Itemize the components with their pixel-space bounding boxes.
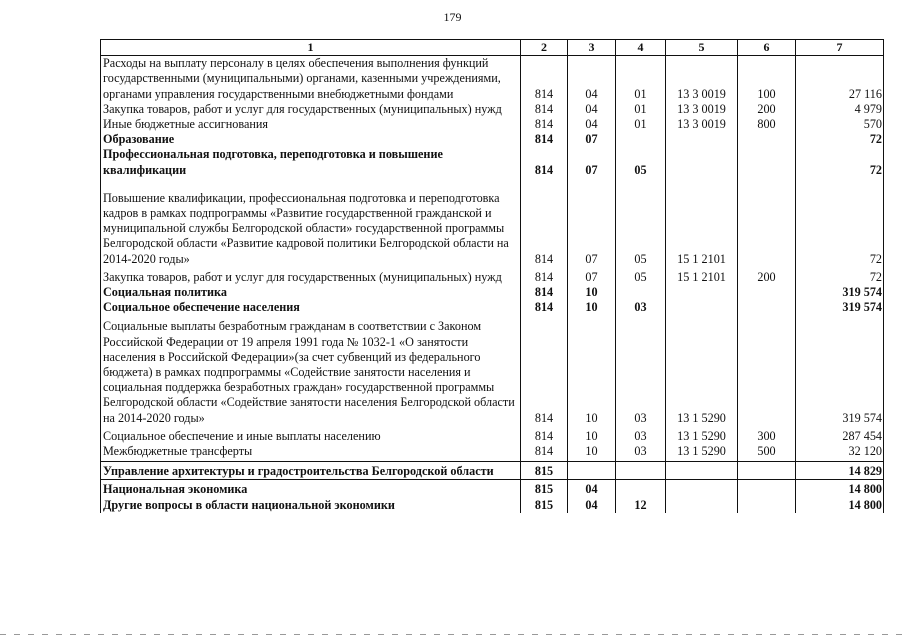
row-c7: 27 116 <box>796 56 884 102</box>
row-c2: 814 <box>521 285 568 300</box>
row-c4: 05 <box>616 267 666 285</box>
row-name: Социальные выплаты безработным гражданам в соответствии с Законом Российской Федерации от 19 апреля 1991 года № 1032-1 «О занятости населения в Российской Федерации»(за счет субвенций из федерального бюджета) в рамках подпрограммы «Содействие занятости населения и социальная поддержка безработных граждан» государственной программы Белгородской области «Содействие занятости населения Белгородской области на 2014-2020 годы» <box>101 315 521 425</box>
row-c3: 10 <box>568 315 616 425</box>
row-c3: 10 <box>568 444 616 462</box>
page-number: 179 <box>443 10 462 24</box>
row-c6 <box>738 480 796 498</box>
row-c2: 814 <box>521 102 568 117</box>
header-col-5: 5 <box>666 40 738 56</box>
table-row <box>101 315 884 425</box>
table-row <box>101 444 884 462</box>
row-c2: 814 <box>521 426 568 444</box>
row-c6: 100 <box>738 56 796 102</box>
table-row <box>101 426 884 444</box>
table-row <box>101 147 884 180</box>
row-name: Управление архитектуры и градостроительства Белгородской области <box>101 462 521 480</box>
row-c4 <box>616 285 666 300</box>
row-c6 <box>738 285 796 300</box>
row-c2: 814 <box>521 267 568 285</box>
row-c6: 200 <box>738 102 796 117</box>
row-c6 <box>738 300 796 315</box>
header-col-4: 4 <box>616 40 666 56</box>
row-c2: 815 <box>521 498 568 513</box>
row-name: Повышение квалификации, профессиональная подготовка и переподготовка кадров в рамках подпрограммы «Развитие государственной гражданской и муниципальной службы Белгородской области» государственной программы Белгородской области «Развитие кадровой политики Белгородской области на 2014-2020 годы» <box>101 181 521 267</box>
row-name: Социальное обеспечение населения <box>101 300 521 315</box>
row-c6: 200 <box>738 267 796 285</box>
row-c3: 10 <box>568 300 616 315</box>
table-row <box>101 285 884 300</box>
row-c3: 10 <box>568 426 616 444</box>
row-c3: 04 <box>568 56 616 102</box>
row-c7: 32 120 <box>796 444 884 462</box>
row-c7: 72 <box>796 147 884 180</box>
row-c5: 13 3 0019 <box>666 56 738 102</box>
row-c6 <box>738 147 796 180</box>
budget-table <box>100 39 884 513</box>
row-c5 <box>666 147 738 180</box>
row-c3: 10 <box>568 285 616 300</box>
row-c7: 14 800 <box>796 498 884 513</box>
row-c5 <box>666 132 738 147</box>
row-c4 <box>616 480 666 498</box>
row-c2: 814 <box>521 117 568 132</box>
row-c7: 319 574 <box>796 300 884 315</box>
row-c3: 04 <box>568 102 616 117</box>
row-name: Закупка товаров, работ и услуг для государственных (муниципальных) нужд <box>101 102 521 117</box>
row-c5 <box>666 480 738 498</box>
table-row <box>101 300 884 315</box>
row-c4: 01 <box>616 117 666 132</box>
row-c5 <box>666 462 738 480</box>
row-c5: 15 1 2101 <box>666 181 738 267</box>
row-name: Межбюджетные трансферты <box>101 444 521 462</box>
row-c5 <box>666 498 738 513</box>
row-c7: 319 574 <box>796 315 884 425</box>
row-c4: 05 <box>616 181 666 267</box>
row-c6: 300 <box>738 426 796 444</box>
row-c2: 815 <box>521 462 568 480</box>
table-row <box>101 462 884 480</box>
row-c5: 15 1 2101 <box>666 267 738 285</box>
row-name: Национальная экономика <box>101 480 521 498</box>
table-row <box>101 117 884 132</box>
row-c2: 815 <box>521 480 568 498</box>
row-c4: 03 <box>616 444 666 462</box>
row-c6 <box>738 498 796 513</box>
row-c2: 814 <box>521 181 568 267</box>
header-col-6: 6 <box>738 40 796 56</box>
row-c4: 03 <box>616 300 666 315</box>
header-col-7: 7 <box>796 40 884 56</box>
row-c7: 72 <box>796 132 884 147</box>
row-c6: 800 <box>738 117 796 132</box>
row-c6: 500 <box>738 444 796 462</box>
row-c2: 814 <box>521 315 568 425</box>
scan-edge-divider <box>0 634 905 635</box>
row-c7: 14 800 <box>796 480 884 498</box>
row-c3: 04 <box>568 117 616 132</box>
row-c4 <box>616 462 666 480</box>
row-c7: 319 574 <box>796 285 884 300</box>
row-c5: 13 3 0019 <box>666 102 738 117</box>
row-c5 <box>666 300 738 315</box>
row-c3: 04 <box>568 480 616 498</box>
row-c4: 12 <box>616 498 666 513</box>
table-row <box>101 102 884 117</box>
table-row <box>101 480 884 498</box>
row-name: Закупка товаров, работ и услуг для государственных (муниципальных) нужд <box>101 267 521 285</box>
row-c5: 13 1 5290 <box>666 315 738 425</box>
row-name: Социальная политика <box>101 285 521 300</box>
row-c6 <box>738 132 796 147</box>
table-row <box>101 498 884 513</box>
row-name: Социальное обеспечение и иные выплаты населению <box>101 426 521 444</box>
row-c7: 287 454 <box>796 426 884 444</box>
row-c5: 13 1 5290 <box>666 444 738 462</box>
header-col-2: 2 <box>521 40 568 56</box>
row-c7: 4 979 <box>796 102 884 117</box>
row-c3 <box>568 462 616 480</box>
header-row <box>101 40 884 56</box>
row-c6 <box>738 462 796 480</box>
row-c4: 03 <box>616 315 666 425</box>
row-name: Образование <box>101 132 521 147</box>
table-row <box>101 181 884 267</box>
row-c5: 13 1 5290 <box>666 426 738 444</box>
row-c7: 72 <box>796 267 884 285</box>
row-name: Профессиональная подготовка, переподготовка и повышение квалификации <box>101 147 521 180</box>
row-c7: 570 <box>796 117 884 132</box>
row-name: Другие вопросы в области национальной экономики <box>101 498 521 513</box>
row-name: Иные бюджетные ассигнования <box>101 117 521 132</box>
table-row <box>101 267 884 285</box>
row-c3: 07 <box>568 132 616 147</box>
row-c4 <box>616 132 666 147</box>
row-c2: 814 <box>521 444 568 462</box>
row-name: Расходы на выплату персоналу в целях обеспечения выполнения функций государственными (муниципальными) органами, казенными учреждениями, органами управления государственными внебюджетными фондами <box>101 56 521 102</box>
row-c6 <box>738 315 796 425</box>
row-c3: 07 <box>568 181 616 267</box>
row-c2: 814 <box>521 300 568 315</box>
row-c6 <box>738 181 796 267</box>
row-c4: 01 <box>616 56 666 102</box>
table-row <box>101 56 884 102</box>
header-col-1: 1 <box>101 40 521 56</box>
row-c3: 04 <box>568 498 616 513</box>
row-c2: 814 <box>521 147 568 180</box>
row-c7: 72 <box>796 181 884 267</box>
row-c4: 05 <box>616 147 666 180</box>
row-c5: 13 3 0019 <box>666 117 738 132</box>
row-c4: 01 <box>616 102 666 117</box>
row-c2: 814 <box>521 132 568 147</box>
row-c3: 07 <box>568 147 616 180</box>
row-c3: 07 <box>568 267 616 285</box>
header-col-3: 3 <box>568 40 616 56</box>
row-c2: 814 <box>521 56 568 102</box>
table-row <box>101 132 884 147</box>
row-c7: 14 829 <box>796 462 884 480</box>
row-c4: 03 <box>616 426 666 444</box>
row-c5 <box>666 285 738 300</box>
